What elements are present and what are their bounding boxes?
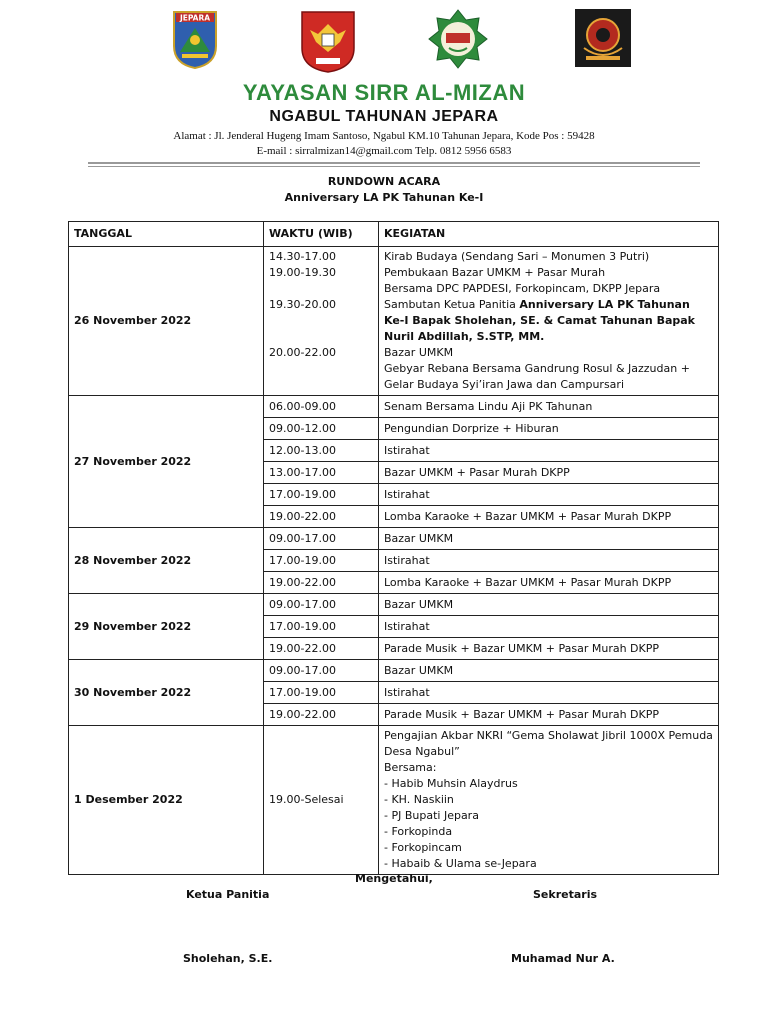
table-row [69,396,719,418]
time-cell: 09.00-12.00 [264,418,379,440]
jepara-regency-crest-icon [170,8,220,70]
activity-cell: Parade Musik + Bazar UMKM + Pasar Murah DKPP [379,704,719,726]
right-signatory-name: Muhamad Nur A. [511,952,615,965]
table-row [69,726,719,875]
activity-cell: Bazar UMKM [379,594,719,616]
black-red-badge-icon [574,8,632,68]
crest-text: JEPARA [179,13,211,23]
green-islamic-emblem-icon [427,8,489,70]
table-header-row [69,222,719,247]
time-cell: 12.00-13.00 [264,440,379,462]
header-activity: KEGIATAN [379,222,719,247]
time-cell: 19.00-22.00 [264,638,379,660]
time-cell: 17.00-19.00 [264,616,379,638]
time-cell: 19.00-22.00 [264,506,379,528]
activity-cell: Istirahat [379,616,719,638]
activity-cell: Lomba Karaoke + Bazar UMKM + Pasar Murah DKPP [379,572,719,594]
activity-text: Kirab Budaya (Sendang Sari – Monumen 3 Putri) Pembukaan Bazar UMKM + Pasar Murah Bersama DPC PAPDESI, Forkopincam, DKPP Jepara Sambutan Ketua Panitia [384,250,661,311]
activity-cell: Pengundian Dorprize + Hiburan [379,418,719,440]
left-signatory-name: Sholehan, S.E. [183,952,273,965]
rundown-table [68,221,719,875]
activity-cell: Bazar UMKM [379,660,719,682]
table-row [69,247,719,396]
activity-bold-text: Anniversary LA PK Tahunan Ke-I Bapak Sholehan, SE. & Camat Tahunan Bapak Nuril Abdillah, S.STP, MM. [384,298,696,343]
time-cell: 17.00-19.00 [264,484,379,506]
activity-cell: Parade Musik + Bazar UMKM + Pasar Murah DKPP [379,638,719,660]
address-line: Alamat : Jl. Jenderal Hugeng Imam Santoso, Ngabul KM.10 Tahunan Jepara, Kode Pos : 59428 [173,130,595,142]
activity-cell: Istirahat [379,440,719,462]
header-divider-thin [88,166,700,167]
approval-label: Mengetahui, [355,872,433,885]
time-cell: 17.00-19.00 [264,682,379,704]
date-cell: 30 November 2022 [69,660,264,726]
activity-text: Bazar UMKM Gebyar Rebana Bersama Gandrung Rosul & Jazzudan + Gelar Budaya Syi’iran Jawa dan Campursari [384,346,690,391]
time-cell: 19.00-22.00 [264,572,379,594]
activity-cell: Istirahat [379,484,719,506]
time-cell: 09.00-17.00 [264,594,379,616]
document-subtitle: Anniversary LA PK Tahunan Ke-I [284,191,484,204]
date-cell: 27 November 2022 [69,396,264,528]
time-cell: 06.00-09.00 [264,396,379,418]
header-divider [88,162,700,164]
activity-cell: Istirahat [379,682,719,704]
date-cell: 26 November 2022 [69,247,264,396]
activity-cell: Istirahat [379,550,719,572]
header-date: TANGGAL [69,222,264,247]
activity-cell: Lomba Karaoke + Bazar UMKM + Pasar Murah DKPP [379,506,719,528]
header-time: WAKTU (WIB) [264,222,379,247]
organization-subtitle: NGABUL TAHUNAN JEPARA [269,108,499,125]
date-cell: 28 November 2022 [69,528,264,594]
time-cell: 14.30-17.00 19.00-19.30 19.30-20.00 20.00-22.00 [264,247,379,396]
right-signatory-role: Sekretaris [533,888,598,901]
red-garuda-emblem-icon [298,8,358,74]
activity-cell: Senam Bersama Lindu Aji PK Tahunan [379,396,719,418]
logo-row [0,8,768,78]
date-cell: 1 Desember 2022 [69,726,264,875]
time-cell: 19.00-Selesai [264,726,379,875]
left-signatory-role: Ketua Panitia [186,888,270,901]
document-title: RUNDOWN ACARA [327,175,441,188]
table-row [69,528,719,550]
table-row [69,660,719,682]
time-cell: 19.00-22.00 [264,704,379,726]
time-cell: 13.00-17.00 [264,462,379,484]
activity-cell: Bazar UMKM + Pasar Murah DKPP [379,462,719,484]
activity-cell: Pengajian Akbar NKRI “Gema Sholawat Jibril 1000X Pemuda Desa Ngabul” Bersama: - Habib Muhsin Alaydrus - KH. Naskiin - PJ Bupati Jepara - Forkopinda - Forkopincam - Habaib & Ulama se-Jepara [379,726,719,875]
activity-cell: Bazar UMKM [379,528,719,550]
table-row [69,594,719,616]
time-cell: 09.00-17.00 [264,660,379,682]
organization-name: YAYASAN SIRR AL-MIZAN [242,80,526,105]
activity-cell [379,247,719,396]
time-cell: 17.00-19.00 [264,550,379,572]
date-cell: 29 November 2022 [69,594,264,660]
contact-line: E-mail : sirralmizan14@gmail.com Telp. 0812 5956 6583 [256,145,512,157]
time-cell: 09.00-17.00 [264,528,379,550]
